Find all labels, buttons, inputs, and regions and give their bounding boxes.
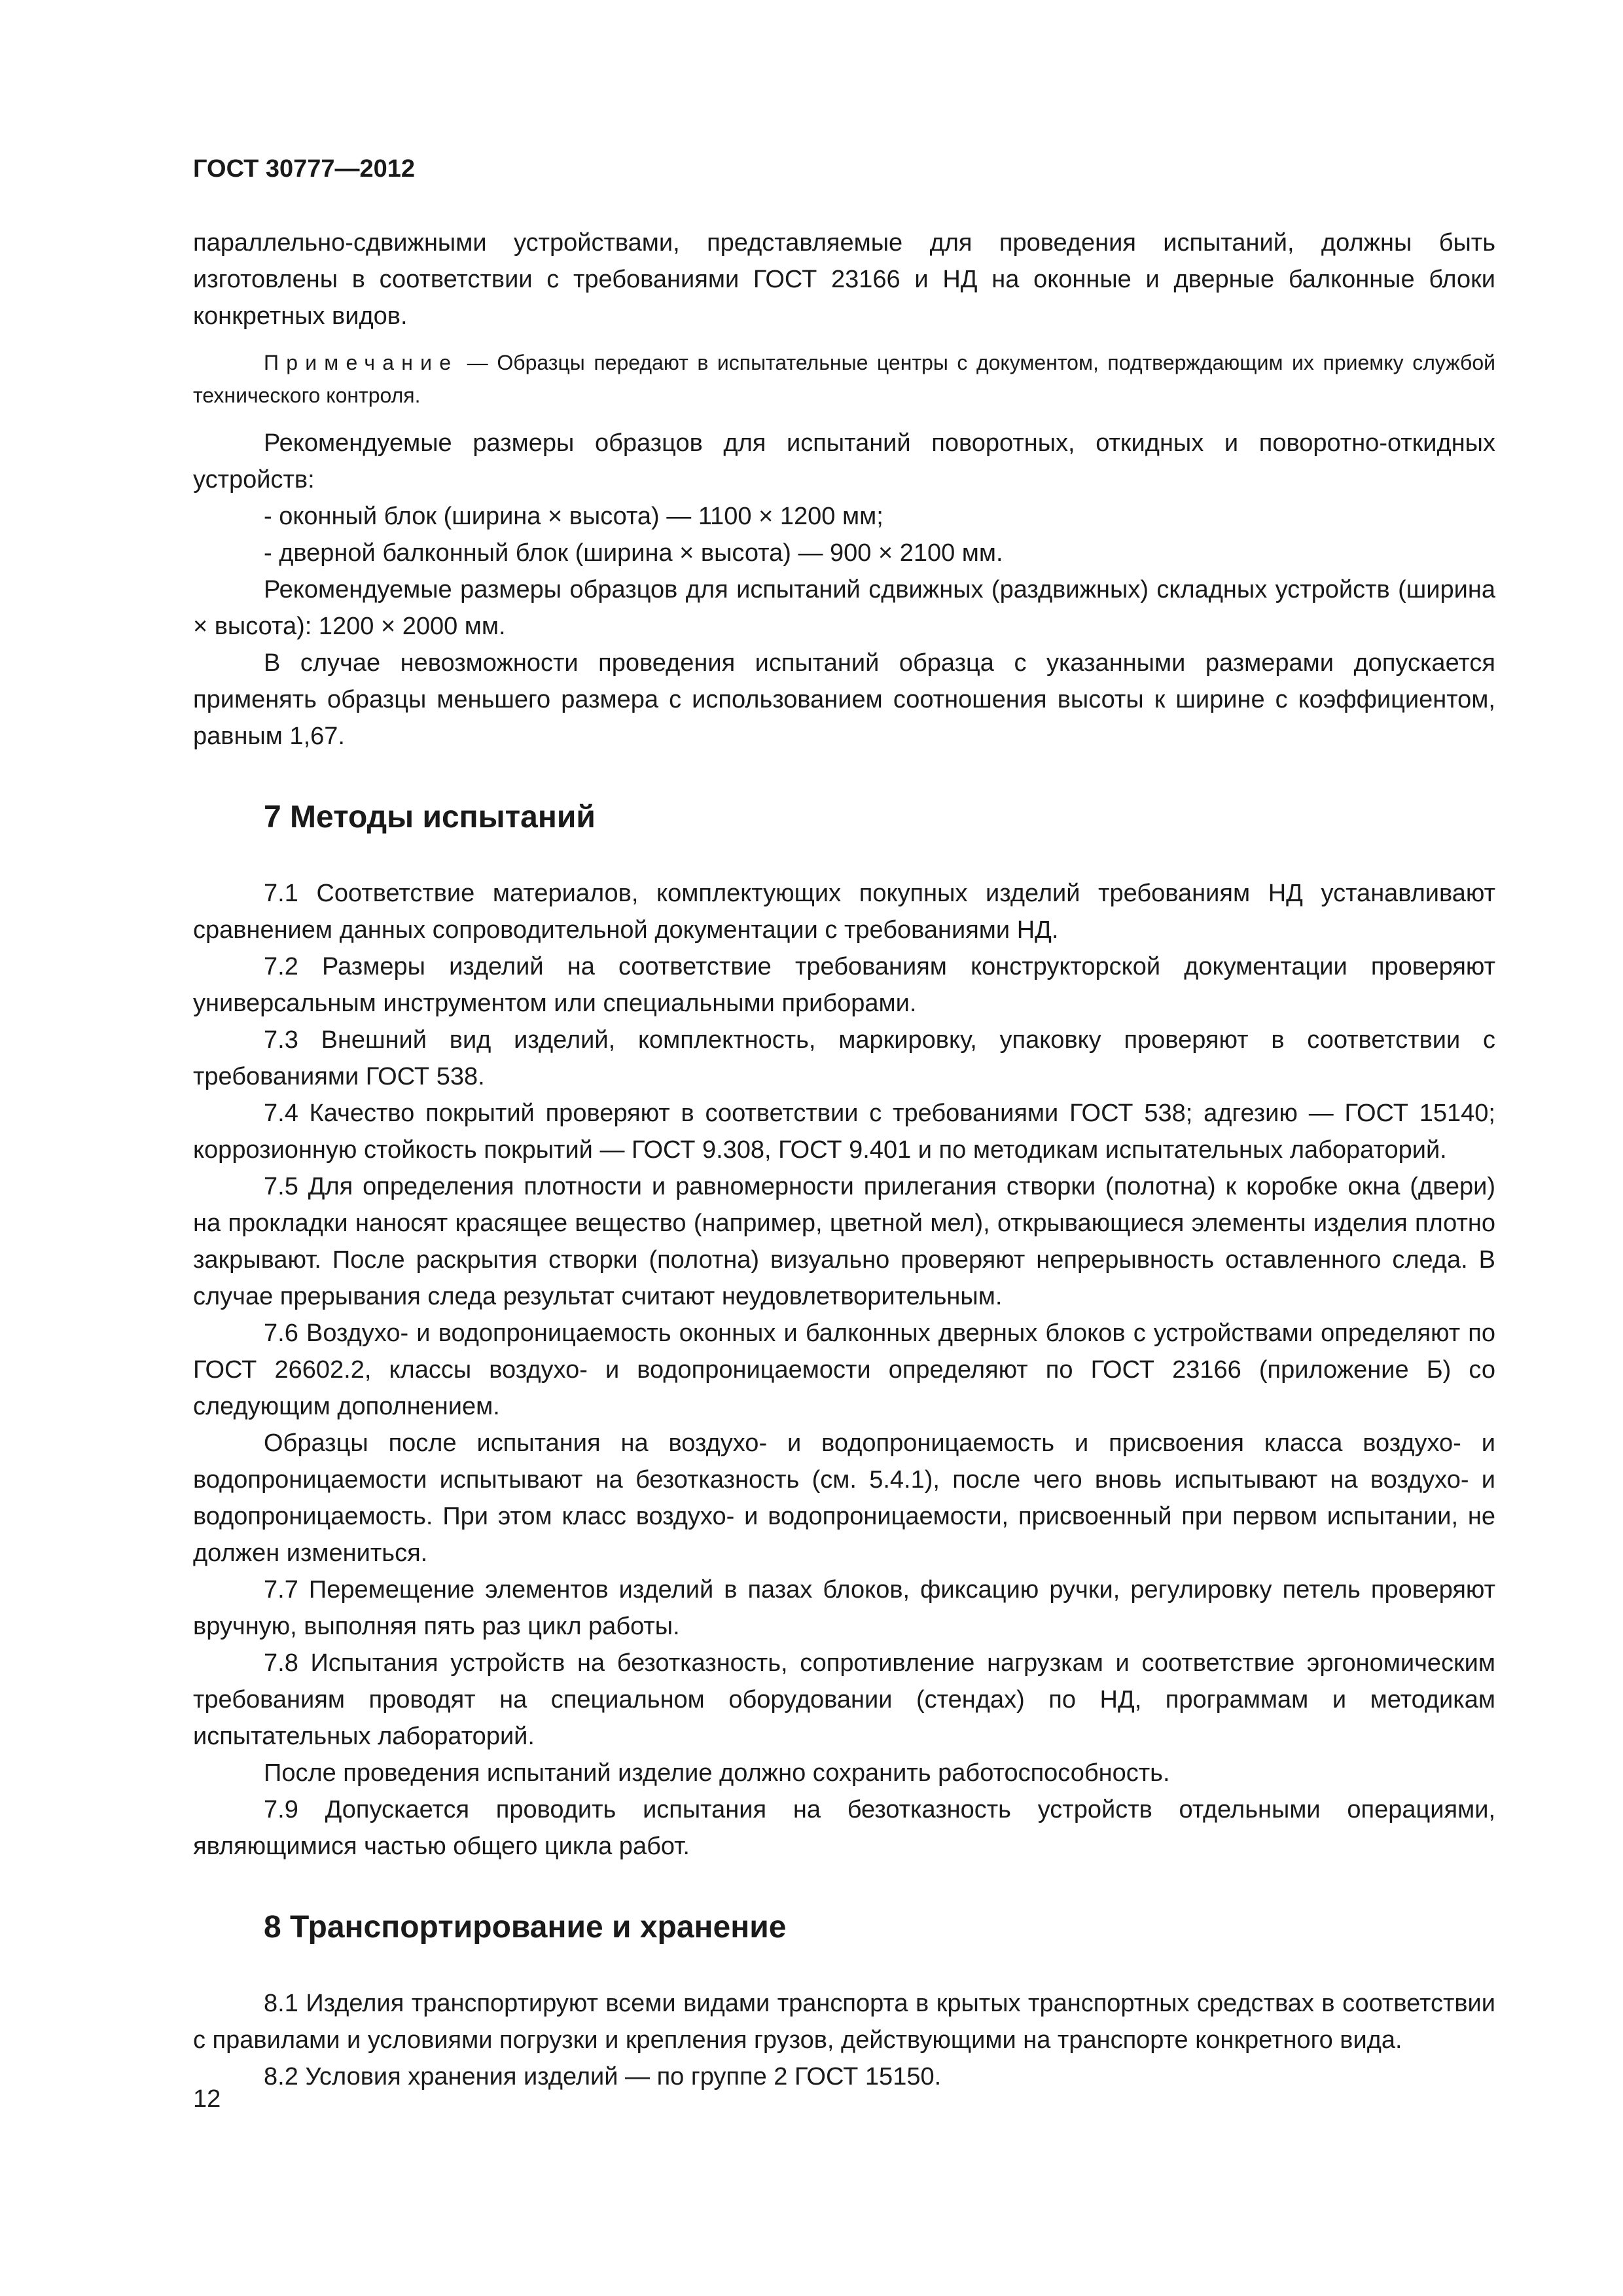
note [193, 346, 1495, 412]
paragraph-7-2: 7.2 Размеры изделий на соответствие требованиям конструкторской документации проверяют универсальным инструментом или специальными приборами. [193, 953, 1495, 1017]
paragraph-7-8-addition: После проведения испытаний изделие должно сохранить работоспособность. [264, 1759, 1170, 1787]
page-number: 12 [193, 2085, 221, 2113]
document-page [193, 154, 1495, 2095]
paragraph-7-5: 7.5 Для определения плотности и равномерности прилегания створки (полотна) к коробке окна (двери) на прокладки наносят красящее вещество (например, цветной мел), открывающиеся элементы изделия плотно закрывают. После раскрытия створки (полотна) визуально проверяют непрерывность оставленного следа. В случае прерывания следа результат считают неудовлетворительным. [193, 1173, 1495, 1310]
list-item: - оконный блок (ширина × высота) — 1100 × 1200 мм; [264, 503, 883, 530]
paragraph-7-6: 7.6 Воздухо- и водопроницаемость оконных и балконных дверных блоков с устройствами определяют по ГОСТ 26602.2, классы воздухо- и водопроницаемости определяют по ГОСТ 23166 (приложение Б) со следующим дополнением. [193, 1319, 1495, 1420]
paragraph-8-1: 8.1 Изделия транспортируют всеми видами транспорта в крытых транспортных средствах в соответствии с правилами и условиями погрузки и крепления грузов, действующими на транспорте конкретного вида. [193, 1990, 1495, 2054]
paragraph-7-9: 7.9 Допускается проводить испытания на безотказность устройств отдельными операциями, являющимися частью общего цикла работ. [193, 1796, 1495, 1860]
sizes-intro: Рекомендуемые размеры образцов для испытаний поворотных, откидных и поворотно-откидных устройств: [193, 429, 1495, 493]
list-item: - дверной балконный блок (ширина × высота) — 900 × 2100 мм. [264, 539, 1003, 567]
paragraph-7-7: 7.7 Перемещение элементов изделий в пазах блоков, фиксацию ручки, регулировку петель проверяют вручную, выполняя пять раз цикл работы. [193, 1576, 1495, 1640]
paragraph-7-3: 7.3 Внешний вид изделий, комплектность, маркировку, упаковку проверяют в соответствии с требованиями ГОСТ 538. [193, 1026, 1495, 1090]
section-8-title: 8 Транспортирование и хранение [264, 1910, 787, 1945]
paragraph-7-6-addition: Образцы после испытания на воздухо- и водопроницаемость и присвоения класса воздухо- и водопроницаемости испытывают на безотказность (см. 5.4.1), после чего вновь испытывают на воздухо- и водопроницаемость. При этом класс воздухо- и водопроницаемости, присвоенный при первом испытании, не должен измениться. [193, 1429, 1495, 1567]
note-label: Примечание [264, 351, 459, 374]
note-text: — Образцы передают в испытательные центры с документом, подтверждающим их приемку службой технического контроля. [193, 351, 1495, 407]
sizes-folding: Рекомендуемые размеры образцов для испытаний сдвижных (раздвижных) складных устройств (ширина × высота): 1200 × 2000 мм. [193, 576, 1495, 640]
sizes-list [193, 498, 1495, 571]
document-header: ГОСТ 30777—2012 [193, 155, 416, 183]
paragraph-7-1: 7.1 Соответствие материалов, комплектующих покупных изделий требованиям НД устанавливают сравнением данных сопроводительной документации с требованиями НД. [193, 880, 1495, 944]
section-7-title: 7 Методы испытаний [264, 800, 596, 834]
paragraph-7-8: 7.8 Испытания устройств на безотказность, сопротивление нагрузкам и соответствие эргономическим требованиям проводят на специальном оборудовании (стендах) по НД, программам и методикам испытательных лабораторий. [193, 1649, 1495, 1750]
paragraph-7-4: 7.4 Качество покрытий проверяют в соответствии с требованиями ГОСТ 538; адгезию — ГОСТ 15140; коррозионную стойкость покрытий — ГОСТ 9.308, ГОСТ 9.401 и по методикам испытательных лабораторий. [193, 1100, 1495, 1164]
sizes-smaller: В случае невозможности проведения испытаний образца с указанными размерами допускается применять образцы меньшего размера с использованием соотношения высоты к ширине с коэффициентом, равным 1,67. [193, 649, 1495, 750]
intro-paragraph: параллельно-сдвижными устройствами, представляемые для проведения испытаний, должны быть изготовлены в соответствии с требованиями ГОСТ 23166 и НД на оконные и дверные балконные блоки конкретных видов. [193, 229, 1495, 330]
paragraph-8-2: 8.2 Условия хранения изделий — по группе 2 ГОСТ 15150. [264, 2063, 942, 2090]
